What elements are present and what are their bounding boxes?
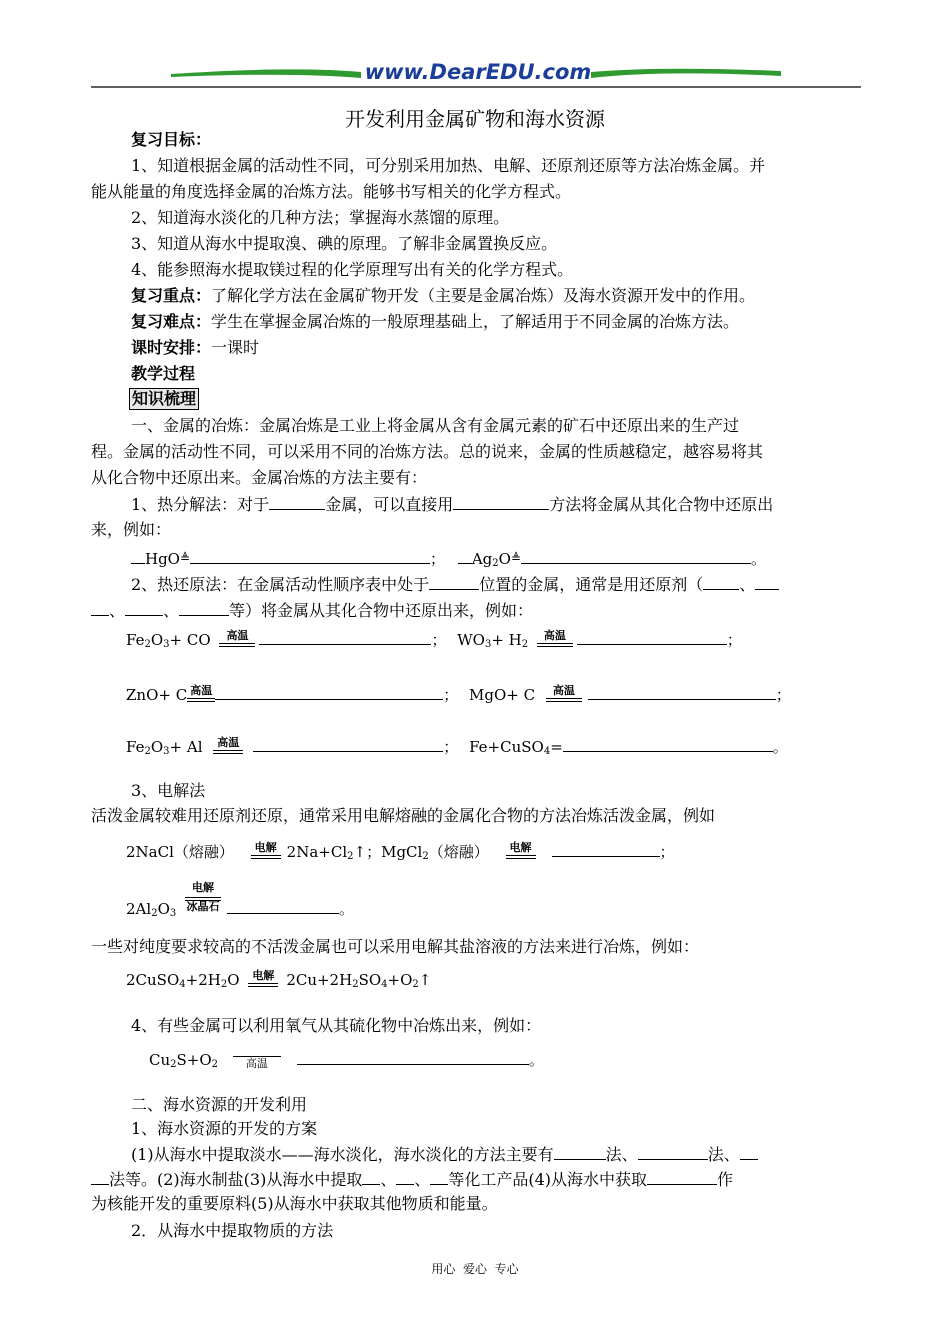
answer-blank[interactable] (588, 683, 776, 700)
heat-triangle-icon: ≜ (179, 551, 191, 565)
eq-ag2o: Ag (471, 550, 493, 568)
answer-blank[interactable] (638, 1143, 708, 1160)
answer-blank[interactable] (740, 1143, 758, 1160)
eq5: $Fe_2O_3+ Al$ (126, 738, 203, 757)
td-text-b: 金属，可以直接用 (325, 495, 454, 514)
tr-text-b: 位置的金属，通常是用还原剂（ (479, 575, 704, 594)
answer-blank[interactable] (215, 683, 443, 700)
section1-intro-2: 程。金属的活动性不同，可以采用不同的冶炼方法。总的说来，金属的性质越稳定，越容易将其 (91, 442, 764, 461)
s2-text: 法、 (605, 1145, 638, 1164)
reduction-eq-row-3 (91, 735, 896, 760)
section2-sub2: 2．从海水中提取物质的方法 (131, 1221, 334, 1240)
answer-blank[interactable] (429, 573, 479, 590)
logo-text: www.DearEDU.com (364, 60, 592, 84)
condition-electrolysis: 电解 (251, 842, 281, 859)
sulfide-heading: 4、有些金属可以利用氧气从其硫化物中冶炼出来，例如： (131, 1016, 542, 1035)
review-goals-heading: 复习目标： (131, 130, 212, 149)
answer-blank[interactable] (453, 493, 549, 510)
condition-high-temp: 高温 (219, 630, 255, 647)
answer-blank[interactable] (577, 628, 727, 645)
answer-blank[interactable] (430, 1168, 448, 1185)
sulfide-eq (91, 1048, 919, 1071)
subscript: 2 (492, 558, 499, 569)
process-heading: 教学过程 (131, 364, 196, 383)
reduction-eq-row-1 (91, 628, 896, 653)
answer-blank[interactable] (91, 1168, 109, 1185)
eq-cu2s: $Cu_2S+O_2$ (149, 1051, 219, 1070)
period: 。 (751, 550, 767, 568)
electrolysis-desc-2: 一些对纯度要求较高的不活泼金属也可以采用电解其盐溶液的方法来进行冶炼，例如： (91, 937, 700, 956)
electrolysis-desc: 活泼金属较难用还原剂还原，通常采用电解熔融的金属化合物的方法冶炼活泼金属，例如 (91, 806, 716, 825)
eq-cu-products: $2Cu+2H_2SO_4+O_2↑$ (286, 971, 432, 990)
section2-para-3: 为核能开发的重要原料(5)从海水中获取其他物质和能量。 (91, 1194, 498, 1213)
page-footer: 用心 爱心 专心 (431, 1262, 519, 1276)
tr-sep-a: 、 (109, 601, 126, 620)
section2-para-2 (91, 1168, 861, 1191)
eq-hgo: HgO (145, 550, 180, 568)
separator: ； (430, 550, 446, 568)
separator: ； (431, 631, 447, 649)
eq-nacl-products: $2Na+Cl_2↑$；MgCl$_2$（熔融） (286, 843, 489, 862)
thermal-decomp-line-2: 来，例如： (91, 520, 172, 539)
separator: ； (659, 843, 675, 861)
eq3: ZnO+ C (126, 686, 188, 704)
tr-sep-b: 、 (163, 601, 180, 620)
answer-blank[interactable] (703, 573, 739, 590)
tr-text-c: 、 (739, 575, 756, 594)
section1-intro-1: 一、金属的冶炼：金属冶炼是工业上将金属从含有金属元素的矿石中还原出来的生产过 (131, 416, 740, 435)
section2-para-1 (91, 1143, 901, 1166)
separator: ； (443, 738, 459, 756)
page-title: 开发利用金属矿物和海水资源 (345, 107, 605, 131)
key-points-label: 复习重点： (131, 286, 212, 305)
period: 。 (528, 1051, 544, 1069)
eq1: $Fe_2O_3+$ CO (126, 631, 211, 650)
s2-text: 作 (717, 1170, 734, 1189)
tr-text-a: 2、热还原法：在金属活动性顺序表中处于 (131, 575, 430, 594)
separator: ； (726, 631, 742, 649)
s2-text: 法、 (707, 1145, 740, 1164)
answer-blank[interactable] (91, 599, 109, 616)
section2-heading: 二、海水资源的开发利用 (131, 1095, 308, 1114)
section1-intro-3: 从化合物中还原出来。金属冶炼的方法主要有： (91, 468, 428, 487)
condition-electrolysis: 电解 (248, 970, 278, 987)
electrolysis-heading: 3、电解法 (131, 781, 206, 800)
goal-1-line-2: 能从能量的角度选择金属的冶炼方法。能够书写相关的化学方程式。 (91, 182, 572, 201)
schedule-label: 课时安排： (131, 338, 212, 357)
answer-blank[interactable] (297, 1048, 529, 1065)
eq-ag2o-o: O (498, 550, 511, 568)
knowledge-box: 知识梳理 (129, 388, 199, 410)
answer-blank[interactable] (563, 735, 773, 752)
heat-triangle-icon: ≜ (510, 551, 522, 565)
answer-blank[interactable] (125, 599, 163, 616)
separator: ； (443, 686, 459, 704)
s2-text: 、 (414, 1170, 431, 1189)
answer-blank[interactable] (179, 599, 229, 616)
answer-blank[interactable] (554, 1143, 606, 1160)
s2-text: 、 (380, 1170, 397, 1189)
difficult-points-text: 学生在掌握金属冶炼的一般原理基础上，了解适用于不同金属的冶炼方法。 (211, 312, 740, 331)
answer-blank[interactable] (521, 547, 751, 564)
difficult-points-label: 复习难点： (131, 312, 212, 331)
header-logo (91, 58, 861, 92)
section2-sub1: 1、海水资源的开发的方案 (131, 1119, 318, 1138)
answer-blank[interactable] (362, 1168, 380, 1185)
answer-blank[interactable] (458, 547, 472, 564)
key-points (91, 285, 901, 307)
answer-blank[interactable] (227, 897, 339, 914)
condition-high-temp: 高温 (537, 630, 573, 647)
difficult-points (91, 311, 901, 333)
s2-text: (1)从海水中提取淡水——海水淡化，海水淡化的方法主要有 (131, 1145, 554, 1164)
eq6: Fe+CuSO$_4$= (469, 738, 563, 757)
eq-nacl: 2NaCl（熔融） (126, 843, 234, 861)
answer-blank[interactable] (396, 1168, 414, 1185)
period: 。 (772, 738, 788, 756)
answer-blank[interactable] (552, 840, 660, 857)
reduction-eq-row-2 (91, 683, 896, 708)
thermal-decomp-line-1 (91, 493, 901, 516)
td-text-c: 方法将金属从其化合物中还原出 (549, 495, 774, 514)
td-text-a: 1、热分解法：对于 (131, 495, 270, 514)
separator: ； (775, 686, 791, 704)
period: 。 (339, 900, 355, 918)
eq2: $WO_3+ H_2$ (457, 631, 529, 650)
thermal-reduction-line-1 (91, 573, 901, 596)
thermal-reduction-line-2 (91, 599, 861, 622)
answer-blank[interactable] (269, 493, 325, 510)
goal-2: 2、知道海水淡化的几种方法；掌握海水蒸馏的原理。 (131, 208, 510, 227)
tr-text-l2c: 等）将金属从其化合物中还原出来，例如： (229, 601, 534, 620)
schedule-text: 一课时 (211, 338, 260, 357)
goal-1-line-1: 1、知道根据金属的活动性不同，可分别采用加热、电解、还原剂还原等方法冶炼金属。并 (131, 156, 766, 175)
eq-al2o3: $2Al_2O_3$ (126, 900, 177, 919)
answer-blank[interactable] (259, 628, 431, 645)
condition-high-temp: 高温 (546, 685, 582, 702)
electrolysis-eq-row-1 (91, 840, 896, 865)
goal-3: 3、知道从海水中提取溴、碘的原理。了解非金属置换反应。 (131, 234, 558, 253)
condition-high-temp: 高温 (233, 1058, 281, 1070)
schedule (91, 337, 901, 359)
goal-4: 4、能参照海水提取镁过程的化学原理写出有关的化学方程式。 (131, 260, 574, 279)
condition-electrolysis-cryolite: 电解 冰晶石 (186, 881, 220, 913)
answer-blank[interactable] (131, 547, 145, 564)
condition-high-temp: 高温 (187, 685, 215, 702)
electrolysis-eq-row-3 (91, 969, 896, 993)
condition-high-temp: 高温 (213, 737, 243, 754)
key-points-text: 了解化学方法在金属矿物开发（主要是金属冶炼）及海水资源开发中的作用。 (211, 286, 756, 305)
answer-blank[interactable] (190, 547, 430, 564)
s2-text: 法等。(2)海水制盐(3)从海水中提取 (109, 1170, 363, 1189)
eq4: MgO+ C (469, 686, 536, 704)
answer-blank[interactable] (647, 1168, 717, 1185)
electrolysis-eq-row-2 (91, 881, 896, 920)
condition-electrolysis: 电解 (506, 842, 536, 859)
s2-text: 等化工产品(4)从海水中获取 (448, 1170, 648, 1189)
eq-cuso4: $2CuSO_4+2H_2O$ (126, 971, 240, 990)
thermal-decomp-equations (91, 547, 901, 570)
answer-blank[interactable] (253, 735, 443, 752)
answer-blank[interactable] (755, 573, 779, 590)
